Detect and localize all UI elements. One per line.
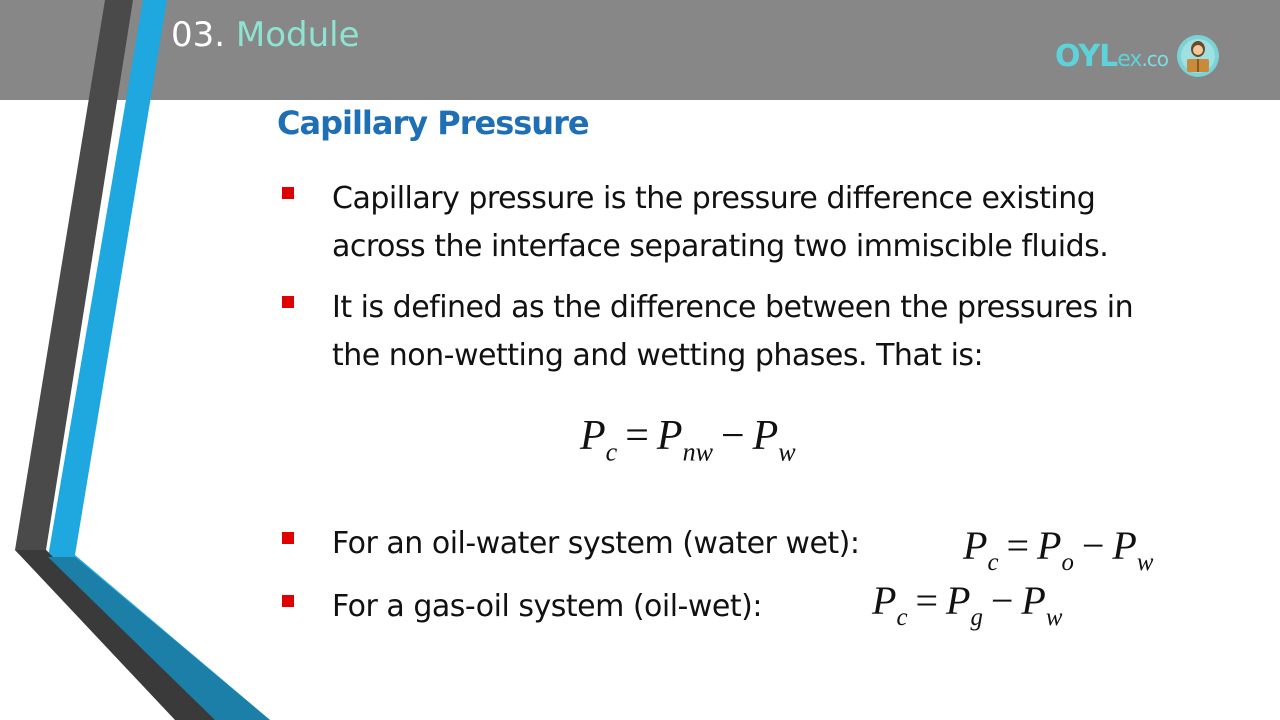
- bullet-1-line-2: across the interface separating two immiscible fluids.: [332, 229, 1109, 264]
- bullet-2-line-2: the non-wetting and wetting phases. That is:: [332, 338, 984, 373]
- bullet-marker: [282, 296, 294, 308]
- bullet-marker: [282, 595, 294, 607]
- module-heading: [171, 14, 360, 56]
- lower-dark-wedge: [15, 550, 215, 720]
- module-number: 03.: [171, 15, 226, 55]
- logo-wordmark: [1055, 39, 1168, 74]
- equation-gas-oil: $P_c = P_g - P_w$: [872, 578, 1063, 632]
- equation-oil-water: $P_c = P_o - P_w$: [963, 523, 1154, 577]
- module-label: Module: [235, 15, 360, 55]
- bullet-marker: [282, 187, 294, 199]
- brand-logo[interactable]: [1055, 34, 1220, 78]
- bullet-marker: [282, 532, 294, 544]
- logo-mid: ex: [1117, 46, 1142, 72]
- bullet-2-line-1: It is defined as the difference between the pressures in: [332, 290, 1134, 325]
- bullet-4-line-1: For a gas-oil system (oil-wet):: [332, 589, 762, 624]
- bullet-3-line-1: For an oil-water system (water wet):: [332, 526, 860, 561]
- slide-title: Capillary Pressure: [277, 104, 589, 142]
- logo-main: OYL: [1055, 38, 1118, 74]
- equation-main: $P_c = P_{nw} - P_w$: [580, 413, 796, 467]
- reader-avatar-icon: [1176, 34, 1220, 78]
- bullet-1-line-1: Capillary pressure is the pressure difference existing: [332, 181, 1096, 216]
- logo-suffix: .co: [1141, 46, 1169, 71]
